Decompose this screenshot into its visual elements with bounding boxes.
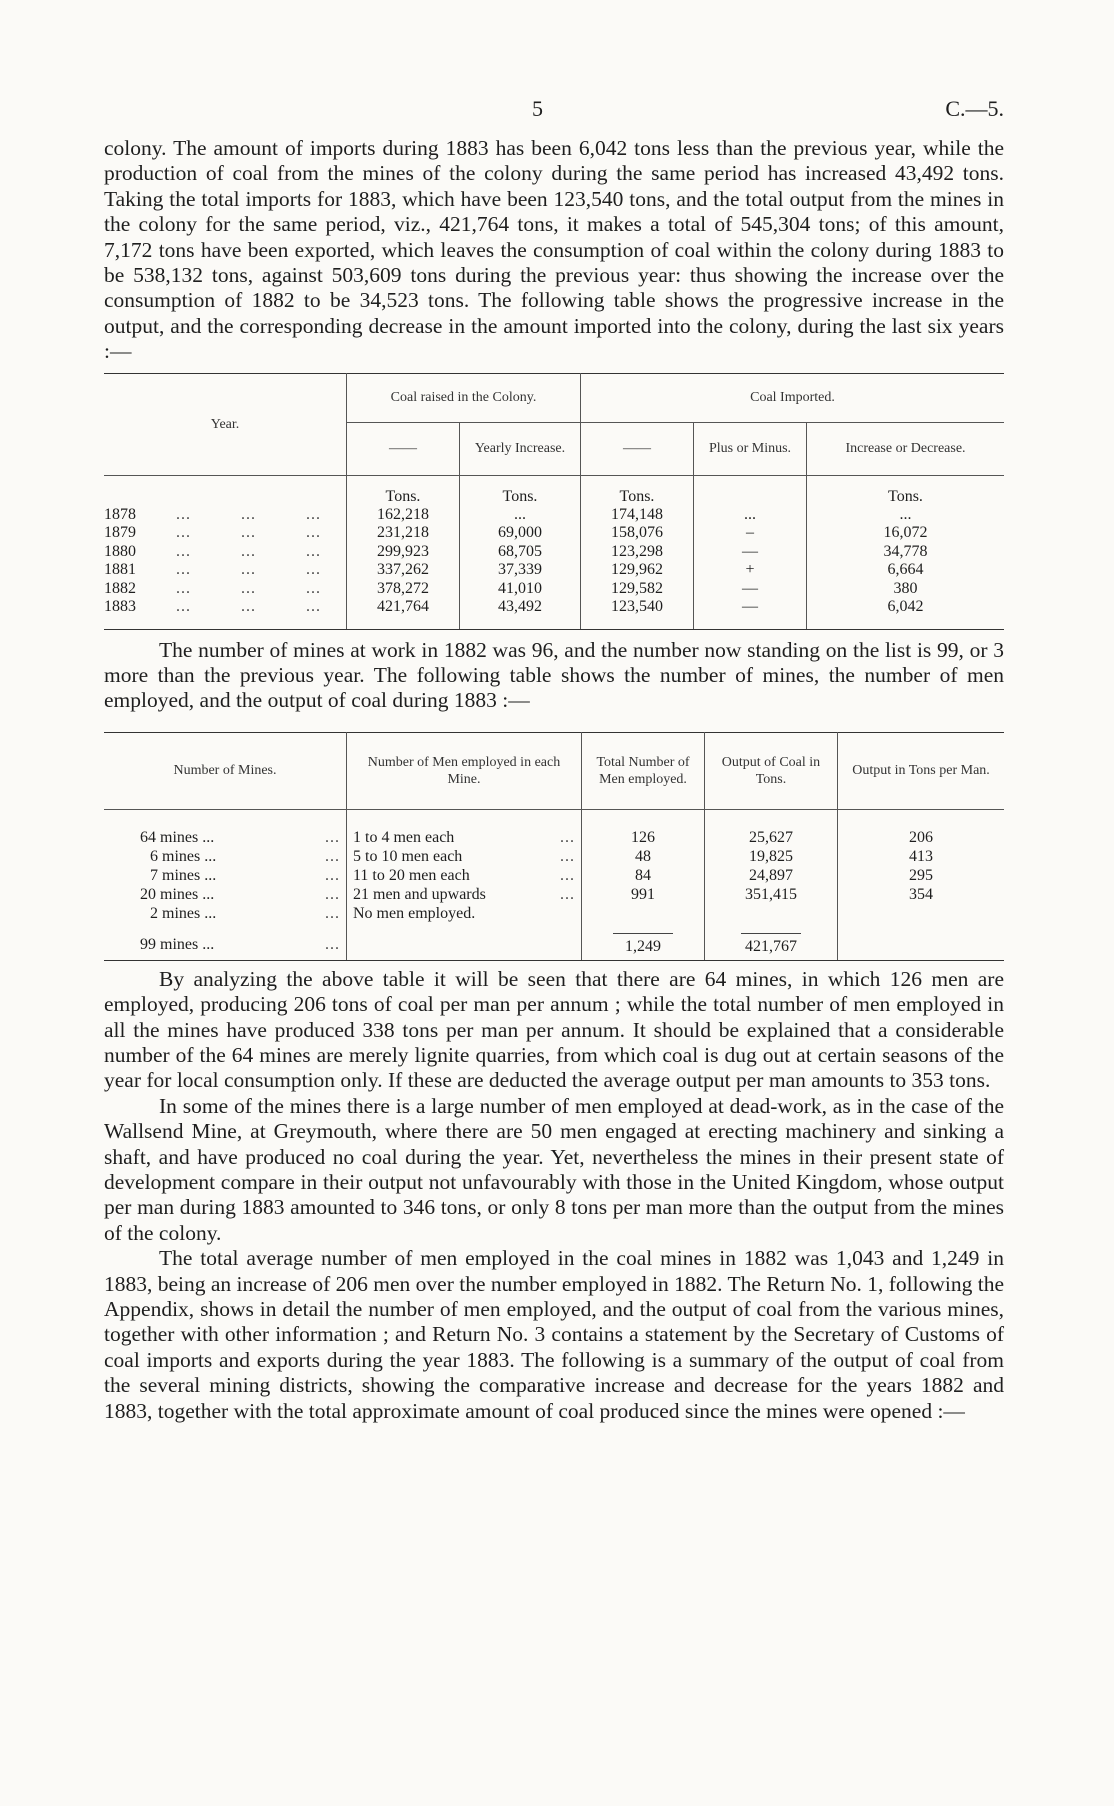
document-reference: C.—5.	[945, 96, 1004, 121]
imported-cell: 123,540	[581, 598, 694, 629]
mines-cell: 64 mines ...	[140, 828, 215, 846]
total-men-cell: 126	[582, 809, 705, 847]
table-row: 1878 ... ... ... 162,218 ... 174,148 ... ...	[104, 506, 1004, 524]
table-row: 6 mines ... ... 5 to 10 men each ... 48 19,825 413	[104, 847, 1004, 866]
yearly-increase-header: Yearly Increase.	[460, 422, 581, 475]
men-each-cell: 1 to 4 men each	[353, 828, 455, 846]
output-cell: 24,897	[705, 866, 838, 885]
table-row: 1880 ... ... ... 299,923 68,705 123,298 — 34,778	[104, 543, 1004, 561]
unit-label: Tons.	[460, 475, 581, 506]
men-each-cell: 21 men and upwards	[353, 885, 486, 903]
year-cell: 1881	[104, 561, 136, 579]
yearly-cell: 41,010	[460, 580, 581, 598]
total-row: 99 mines ... ... 1,249 421,767	[104, 923, 1004, 961]
imported-cell: 129,582	[581, 580, 694, 598]
table-row: 1879 ... ... ... 231,218 69,000 158,076 – 16,072	[104, 524, 1004, 542]
paragraph-imports: colony. The amount of imports during 1883 has been 6,042 tons less than the previous year, while the production of coal from the mines of the colony during the same period has increased 43,492 tons. Taking the total imports for 1883, which have been 123,540 tons, and the total output from the mines in the colony for the same period, viz., 421,764 tons, it makes a total of 545,304 tons; of this amount, 7,172 tons have been exported, which leaves the consumption of coal within the colony during 1883 to be 538,132 tons, against 503,609 tons during the previous year: thus showing the increase over the consumption of 1882 to be 34,523 tons. The following table shows the progressive increase in the output, and the corresponding decrease in the amount imported into the colony, during the last six years :—	[104, 136, 1004, 364]
incdec-cell: 380	[807, 580, 1005, 598]
incdec-cell: 16,072	[807, 524, 1005, 542]
men-each-cell: 11 to 20 men each	[353, 866, 470, 884]
table-row: 64 mines ... ... 1 to 4 men each ... 126 25,627 206	[104, 809, 1004, 847]
coal-raised-imported-table	[104, 373, 1004, 630]
imported-cell: 174,148	[581, 506, 694, 524]
output-cell: 351,415	[705, 885, 838, 904]
imported-cell: 158,076	[581, 524, 694, 542]
increase-decrease-header: Increase or Decrease.	[807, 422, 1005, 475]
raised-cell: 299,923	[347, 543, 460, 561]
per-man-cell: 206	[838, 809, 1005, 847]
plus-minus-cell: +	[694, 561, 807, 579]
yearly-cell: 69,000	[460, 524, 581, 542]
output-cell	[705, 904, 838, 923]
men-each-cell: No men employed.	[353, 904, 476, 922]
year-cell: 1879	[104, 524, 136, 542]
table-row: 2 mines ... ... No men employed.	[104, 904, 1004, 923]
output-per-man-header: Output in Tons per Man.	[838, 732, 1005, 809]
men-each-cell: 5 to 10 men each	[353, 847, 463, 865]
year-cell: 1883	[104, 598, 136, 616]
raised-cell: 231,218	[347, 524, 460, 542]
coal-raised-header: Coal raised in the Colony.	[347, 373, 581, 422]
incdec-cell: 6,042	[807, 598, 1005, 629]
paragraph-mines-count: The number of mines at work in 1882 was 96, and the number now standing on the list is 99, or 3 more than the previous year. The following table shows the number of mines, the number of men employed, and the output of coal during 1883 :—	[104, 637, 1004, 713]
page-number: 5	[532, 96, 543, 121]
imported-blank-header: ——	[581, 422, 694, 475]
raised-blank-header: ——	[347, 422, 460, 475]
paragraph-analysis: By analyzing the above table it will be seen that there are 64 mines, in which 126 men are employed, producing 206 tons of coal per man per annum ; while the total number of men employed in all the mines have produced 338 tons per man per annum. It should be explained that a considerable number of the 64 mines are merely lignite quarries, from which coal is dug out at certain seasons of the year for local consumption only. If these are deducted the average output per man amounts to 353 tons.	[104, 966, 1004, 1093]
paragraph-dead-work: In some of the mines there is a large number of men employed at dead-work, as in the case of the Wallsend Mine, at Greymouth, where there are 50 men engaged at erecting machinery and sinking a shaft, and have produced no coal during the year. Yet, nevertheless the mines in their present state of development compare in their output not unfavourably with those in the United Kingdom, whose output per man during 1883 amounted to 346 tons, or only 8 tons per man more than the output from the mines of the colony.	[104, 1093, 1004, 1245]
total-mines-cell: 99 mines ...	[140, 935, 215, 953]
year-cell: 1882	[104, 579, 136, 597]
incdec-cell: 6,664	[807, 561, 1005, 579]
yearly-cell: 37,339	[460, 561, 581, 579]
year-cell: 1880	[104, 542, 136, 560]
total-output-sum: 421,767	[741, 933, 801, 956]
yearly-cell: 43,492	[460, 598, 581, 629]
total-men-cell	[582, 904, 705, 923]
units-row	[104, 475, 1004, 506]
number-of-mines-header: Number of Mines.	[104, 732, 347, 809]
output-cell: 25,627	[705, 809, 838, 847]
total-men-cell: 84	[582, 866, 705, 885]
total-men-sum: 1,249	[613, 933, 673, 956]
plus-minus-header: Plus or Minus.	[694, 422, 807, 475]
mines-cell: 7 mines ...	[150, 866, 217, 884]
unit-label: Tons.	[347, 475, 460, 506]
table-row: 20 mines ... ... 21 men and upwards ... 991 351,415 354	[104, 885, 1004, 904]
plus-minus-cell: —	[694, 580, 807, 598]
mines-men-output-table	[104, 732, 1004, 961]
raised-cell: 378,272	[347, 580, 460, 598]
per-man-cell: 295	[838, 866, 1005, 885]
yearly-cell: ...	[460, 506, 581, 524]
unit-label: Tons.	[807, 475, 1005, 506]
per-man-cell: 413	[838, 847, 1005, 866]
raised-cell: 162,218	[347, 506, 460, 524]
total-men-header: Total Number of Men employed.	[582, 732, 705, 809]
incdec-cell: 34,778	[807, 543, 1005, 561]
year-cell: 1878	[104, 506, 136, 524]
imported-cell: 123,298	[581, 543, 694, 561]
mines-cell: 2 mines ...	[150, 904, 217, 922]
output-tons-header: Output of Coal in Tons.	[705, 732, 838, 809]
table-row: 1881 ... ... ... 337,262 37,339 129,962 + 6,664	[104, 561, 1004, 579]
mines-cell: 6 mines ...	[150, 847, 217, 865]
document-page	[104, 96, 1004, 1424]
imported-cell: 129,962	[581, 561, 694, 579]
yearly-cell: 68,705	[460, 543, 581, 561]
plus-minus-cell: —	[694, 543, 807, 561]
table-row: 1883 ... ... ... 421,764 43,492 123,540 — 6,042	[104, 598, 1004, 629]
year-header: Year.	[104, 373, 347, 475]
plus-minus-cell: –	[694, 524, 807, 542]
table-row: 7 mines ... ... 11 to 20 men each ... 84 24,897 295	[104, 866, 1004, 885]
mines-cell: 20 mines ...	[140, 885, 215, 903]
plus-minus-cell: —	[694, 598, 807, 629]
coal-imported-header: Coal Imported.	[581, 373, 1005, 422]
output-cell: 19,825	[705, 847, 838, 866]
per-man-cell: 354	[838, 885, 1005, 904]
per-man-cell	[838, 904, 1005, 923]
total-men-cell: 991	[582, 885, 705, 904]
plus-minus-cell: ...	[694, 506, 807, 524]
unit-label: Tons.	[581, 475, 694, 506]
paragraph-average-men: The total average number of men employed in the coal mines in 1882 was 1,043 and 1,249 in 1883, being an increase of 206 men over the number employed in 1882. The Return No. 1, following the Appendix, shows in detail the number of men employed, and the output of coal from the various mines, together with other information ; and Return No. 3 contains a statement by the Secretary of Customs of coal imports and exports during the year 1883. The following is a summary of the output of coal from the several mining districts, showing the comparative increase and decrease for the years 1882 and 1883, together with the total approximate amount of coal produced since the mines were opened :—	[104, 1246, 1005, 1423]
table-row: 1882 ... ... ... 378,272 41,010 129,582 — 380	[104, 580, 1004, 598]
raised-cell: 337,262	[347, 561, 460, 579]
total-men-cell: 48	[582, 847, 705, 866]
men-per-mine-header: Number of Men employed in each Mine.	[347, 732, 582, 809]
raised-cell: 421,764	[347, 598, 460, 629]
page-header	[104, 96, 1004, 136]
incdec-cell: ...	[807, 506, 1005, 524]
